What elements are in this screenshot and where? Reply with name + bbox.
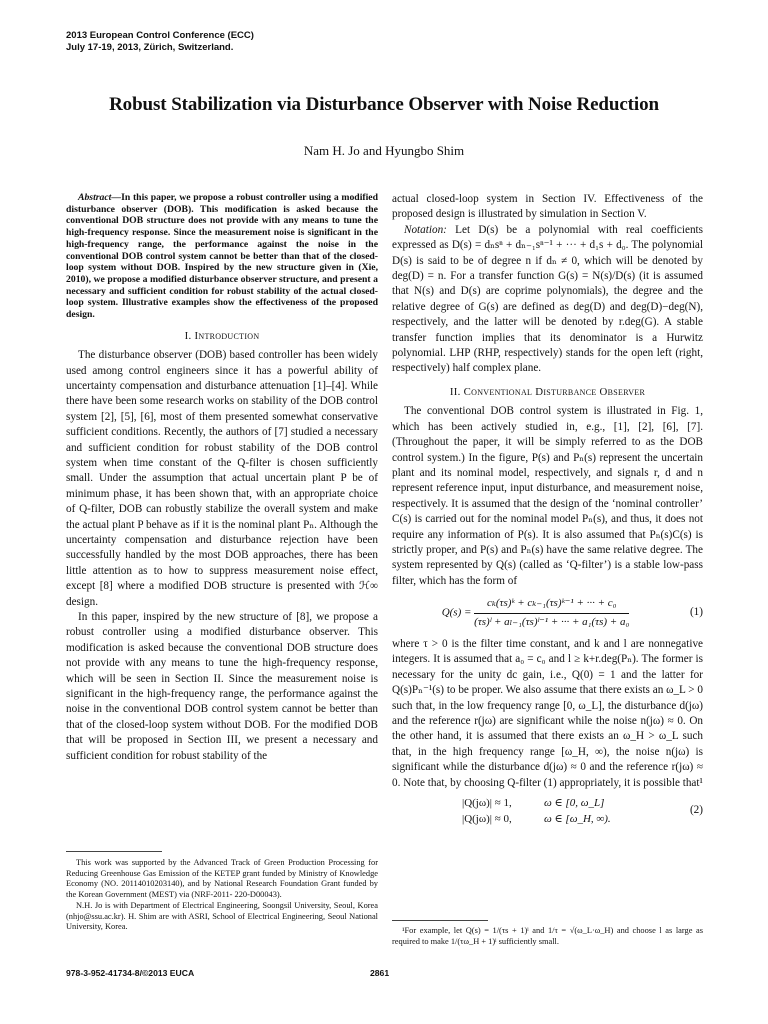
page-number: 2861 [370,968,390,978]
footnote-left [66,858,378,933]
footnote-funding: This work was supported by the Advanced Track of Green Production Processing for Reducing Greenhouse Gas Emission of the KETEP grant funded by Ministry of Knowledge Economy (NO. 20114010203140), and by National Research Foundation Grant funded by the Korean Government (MEST) via (NRF-2011- 220-D00043). [66,858,378,900]
section-heading-introduction: I. Introduction [184,329,260,342]
abstract [66,192,378,321]
abstract-label: Abstract— [78,192,122,203]
left-column [66,192,378,764]
section2-paragraph-2: where τ > 0 is the filter time constant, and k and l are nonnegative integers. It is assumed that a₀ = c₀ and l ≥ k+r.deg(Pₙ). The former is necessary for the unity dc gain, i.e., Q(0) = 1 and the latter for Q(s)Pₙ⁻¹(s) to be proper. We also assume that there exists an ω_L > 0 such that, in the low frequency range [0, ω_L], the disturbance d(jω) and the reference r(jω) are significant while the noise n(jω) ≈ 0. On the other hand, it is assumed that there exists an ω_H > ω_L such that, in the high frequency range [ω_H, ∞), the noise n(jω) is significant while the disturbance d(jω) ≈ 0 and the reference r(jω) ≈ 0. Note that, by choosing Q-filter (1) appropriately, it is possible that¹ [392,637,703,789]
paper-title: Robust Stabilization via Disturbance Observer with Noise Reduction [109,94,659,115]
notation-paragraph [392,223,703,377]
notation-label: Notation: [404,223,447,236]
footnote-right [392,926,703,947]
equation-1-numerator: cₖ(τs)ᵏ + cₖ₋₁(τs)ᵏ⁻¹ + ··· + c₀ [474,596,629,613]
equation-2-row-1: |Q(jω)| ≈ 1, ω ∈ [0, ω_L] [462,797,605,810]
equation-2-row-2: |Q(jω)| ≈ 0, ω ∈ [ω_H, ∞). [462,813,611,826]
section2-paragraph-1: The conventional DOB control system is illustrated in Fig. 1, which has been actively studied in, e.g., [1], [2], [6], [7]. (Throughout the paper, it will be simply referred to as the DOB control system.) In the figure, P(s) and Pₙ(s) represent the uncertain plant and its nominal model, respectively, and signals r, d and n represent reference input, input disturbance, and measurement noise, respectively. It is assumed that the design of the ‘nominal controller’ C(s) is carried out for the nominal model Pₙ(s), and thus, it does not require any information of P(s). It is also assumed that Pₙ(s)C(s) is strictly proper, and P(s) and Pₙ(s) have the same relative degree. The system represented by Q(s) (called as ‘Q-filter’) is a stable low-pass filter, which has the form of [392,405,703,587]
conference-header [66,30,254,54]
equation-1-lhs: Q(s) = [441,606,472,619]
notation-text: Let D(s) be a polynomial with real coefficients expressed as D(s) = dₙsⁿ + dₙ₋₁sⁿ⁻¹ + ··· + d₁s + d₀. The polynomial D(s) is said to be of degree n if dₙ ≠ 0, which will be denoted by deg(D) = n. For a transfer function G(s) = N(s)/D(s) (it is assumed that N(s) and D(s) are coprime polynomials), the degree and the relative degree of G(s) are defined as deg(D) and deg(D)−deg(N), respectively, and the latter will be denoted by r.deg(G). A stable transfer function implies that its denominator is a Hurwitz polynomial. LHP (RHP, respectively) stands for the open left (right, respectively) half complex plane. [392,223,703,375]
conference-name: 2013 European Control Conference (ECC) [66,30,254,41]
equation-1 [392,596,703,630]
footer-isbn: 978-3-952-41734-8/©2013 EUCA [66,968,195,978]
intro-paragraph-1: The disturbance observer (DOB) based controller has been widely used among control engineers since it has a powerful ability of uncertainty compensation and disturbance attenuation [1]–[4]. While there have been some research works on stability of the DOB control system [2], [5], [6], most of them presented somewhat conservative sufficient conditions. Recently, the authors of [7] studied a necessary and sufficient condition for robust stability of the DOB control system when time constant of the Q-filter is chosen sufficiently small. Under the assumption that actual uncertain plant P be of minimum phase, it has been shown that, with an appropriate choice of Q-filter, DOB can robustly stabilize the overall system and make the actual plant P behave as if it is the nominal plant Pₙ. Although the uncertainty compensation and disturbance rejection have been successfully handled by the most DOB approaches, there has been little attention as to how to suppress measurement noise effect, except [8] where a modified DOB structure is presented with ℋ∞ design. [66,349,378,608]
conference-date-place: July 17-19, 2013, Zürich, Switzerland. [66,42,234,53]
intro-paragraph-2: In this paper, inspired by the new structure of [8], we propose a robust controller using a modified disturbance observer. This modification is asked because the conventional DOB structure does not provide with any means to tune the high-frequency response, which will be seen in Section II. Since the measurement noise is significant in the high-frequency range, the performance against the noise in the conventional DOB control system cannot be better than that of the closed-loop system without DOB. For the modified DOB that will be proposed in Section III, we present a necessary and sufficient condition for robust stability of the [66,611,378,762]
abstract-text: In this paper, we propose a robust controller using a modified disturbance observer (DOB). This modification is asked because the conventional DOB structure does not provide with any means to tune the high-frequency response. Since the measurement noise is significant in the high-frequency range, the performance against the noise in the conventional DOB control system cannot be better than that of the closed-loop system without DOB. Inspired by the new structure given in (Xie, 2010), we propose a modified disturbance observer structure, and present a necessary and sufficient condition for robust stability of the actual closed-loop system. Illustrative examples show the effectiveness of the proposed design. [66,192,378,321]
section-heading-conventional-dob: II. Conventional Disturbance Observer [449,385,646,398]
equation-2 [392,795,703,827]
equation-2-label: (2) [689,804,703,817]
paper-authors: Nam H. Jo and Hyungbo Shim [303,143,465,158]
footnote-rule-right [392,920,488,921]
footnote-affiliations: N.H. Jo is with Department of Electrical Engineering, Soongsil University, Seoul, Korea (nhjo@ssu.ac.kr). H. Shim are with ASRI, School of Electrical Engineering, Seoul National University, Korea. [66,900,378,932]
equation-1-denominator: (τs)ˡ + aₗ₋₁(τs)ˡ⁻¹ + ··· + a₁(τs) + a₀ [474,615,630,628]
right-paragraph-0: actual closed-loop system in Section IV. Effectiveness of the proposed design is illustrated by simulation in Section V. [392,193,703,221]
footnote-1: ¹For example, let Q(s) = 1/(τs + 1)ˡ and 1/τ = √(ω_L·ω_H) and choose l as large as required to make 1/(τω_H + 1)ˡ sufficiently small. [392,926,703,946]
right-column [392,192,703,833]
equation-1-label: (1) [689,606,703,619]
equation-1-fraction [474,596,629,630]
footnote-rule-left [66,851,162,852]
